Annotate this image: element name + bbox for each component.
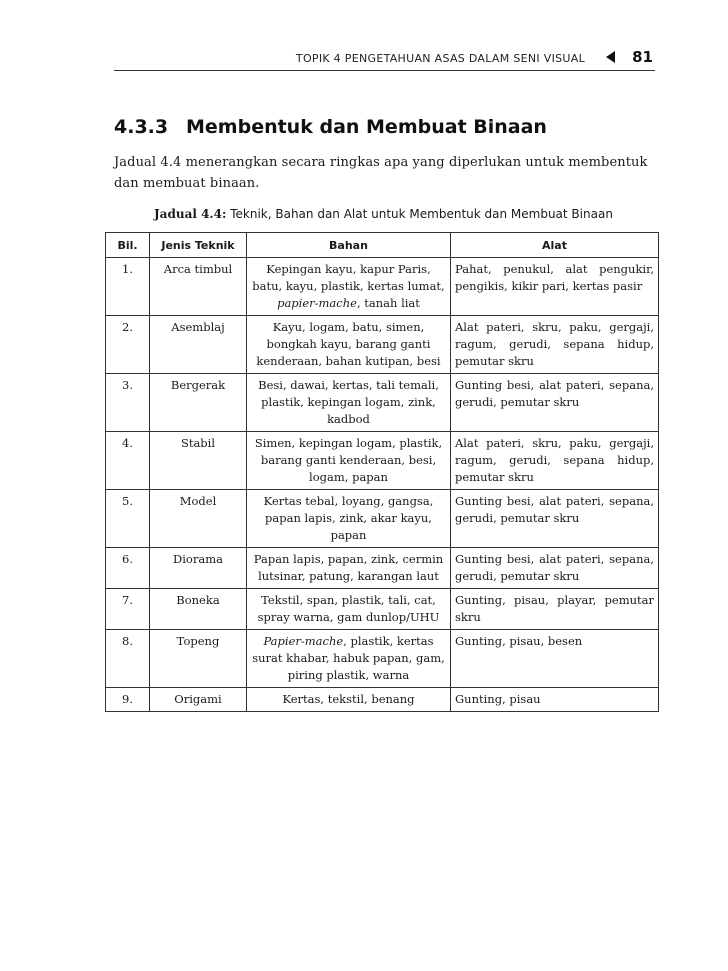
table-row <box>106 316 659 374</box>
cell-alat: Gunting, pisau <box>451 688 659 712</box>
caption-text: Teknik, Bahan dan Alat untuk Membentuk dan Membuat Binaan <box>230 207 613 221</box>
cell-alat: Alat pateri, skru, paku, gergaji, ragum, gerudi, sepana hidup, pemutar skru <box>451 432 659 490</box>
cell-bahan: Tekstil, span, plastik, tali, cat, spray warna, gam dunlop/UHU <box>247 589 451 630</box>
caption-label: Jadual 4.4: <box>154 207 227 221</box>
cell-alat: Gunting, pisau, playar, pemutar skru <box>451 589 659 630</box>
cell-jenis-teknik: Model <box>150 490 247 548</box>
header-jenis-teknik: Jenis Teknik <box>150 233 247 258</box>
page-number: 81 <box>632 48 653 66</box>
intro-paragraph: Jadual 4.4 menerangkan secara ringkas apa yang diperlukan untuk membentuk dan membuat binaan. <box>114 155 648 191</box>
cell-bil: 2. <box>106 316 150 374</box>
section-title: Membentuk dan Membuat Binaan <box>186 116 547 138</box>
cell-jenis-teknik: Asemblaj <box>150 316 247 374</box>
table-row <box>106 630 659 688</box>
italic-term: Papier-mache <box>263 634 344 648</box>
table-row <box>106 258 659 316</box>
italic-term: papier-mache <box>277 296 357 310</box>
table-row <box>106 548 659 589</box>
section-number: 4.3.3 <box>114 116 169 138</box>
header-bil: Bil. <box>106 233 150 258</box>
cell-bil: 6. <box>106 548 150 589</box>
cell-bil: 3. <box>106 374 150 432</box>
cell-bahan: Papier-mache, plastik, kertas surat khabar, habuk papan, gam, piring plastik, warna <box>247 630 451 688</box>
cell-bil: 4. <box>106 432 150 490</box>
table-row <box>106 374 659 432</box>
header-alat: Alat <box>451 233 659 258</box>
cell-bil: 5. <box>106 490 150 548</box>
cell-bahan: Papan lapis, papan, zink, cermin lutsinar, patung, karangan laut <box>247 548 451 589</box>
table-caption <box>154 207 613 221</box>
cell-alat: Gunting besi, alat pateri, sepana, gerudi, pemutar skru <box>451 374 659 432</box>
cell-alat: Gunting besi, alat pateri, sepana, gerudi, pemutar skru <box>451 490 659 548</box>
cell-jenis-teknik: Topeng <box>150 630 247 688</box>
cell-bahan: Simen, kepingan logam, plastik, barang ganti kenderaan, besi, logam, papan <box>247 432 451 490</box>
table-header-row <box>106 233 659 258</box>
table-row <box>106 490 659 548</box>
cell-bahan: Kertas, tekstil, benang <box>247 688 451 712</box>
header-bahan: Bahan <box>247 233 451 258</box>
techniques-table <box>105 232 659 712</box>
section-heading <box>114 116 547 138</box>
table-row <box>106 432 659 490</box>
cell-alat: Gunting besi, alat pateri, sepana, gerudi, pemutar skru <box>451 548 659 589</box>
cell-bahan: Besi, dawai, kertas, tali temali, plastik, kepingan logam, zink, kadbod <box>247 374 451 432</box>
cell-jenis-teknik: Stabil <box>150 432 247 490</box>
cell-bil: 1. <box>106 258 150 316</box>
cell-bil: 7. <box>106 589 150 630</box>
cell-bil: 8. <box>106 630 150 688</box>
cell-jenis-teknik: Bergerak <box>150 374 247 432</box>
running-header <box>114 48 655 71</box>
left-arrow-icon <box>606 51 615 63</box>
running-title: TOPIK 4 PENGETAHUAN ASAS DALAM SENI VISUAL <box>295 52 585 65</box>
cell-alat: Pahat, penukul, alat pengukir, pengikis, kikir pari, kertas pasir <box>451 258 659 316</box>
cell-bahan: Kepingan kayu, kapur Paris, batu, kayu, plastik, kertas lumat, papier-mache, tanah liat <box>247 258 451 316</box>
cell-alat: Gunting, pisau, besen <box>451 630 659 688</box>
cell-bil: 9. <box>106 688 150 712</box>
cell-jenis-teknik: Origami <box>150 688 247 712</box>
cell-jenis-teknik: Boneka <box>150 589 247 630</box>
cell-jenis-teknik: Diorama <box>150 548 247 589</box>
cell-jenis-teknik: Arca timbul <box>150 258 247 316</box>
cell-bahan: Kayu, logam, batu, simen, bongkah kayu, barang ganti kenderaan, bahan kutipan, besi <box>247 316 451 374</box>
cell-alat: Alat pateri, skru, paku, gergaji, ragum, gerudi, sepana hidup, pemutar skru <box>451 316 659 374</box>
cell-bahan: Kertas tebal, loyang, gangsa, papan lapis, zink, akar kayu, papan <box>247 490 451 548</box>
table-row <box>106 688 659 712</box>
table-row <box>106 589 659 630</box>
